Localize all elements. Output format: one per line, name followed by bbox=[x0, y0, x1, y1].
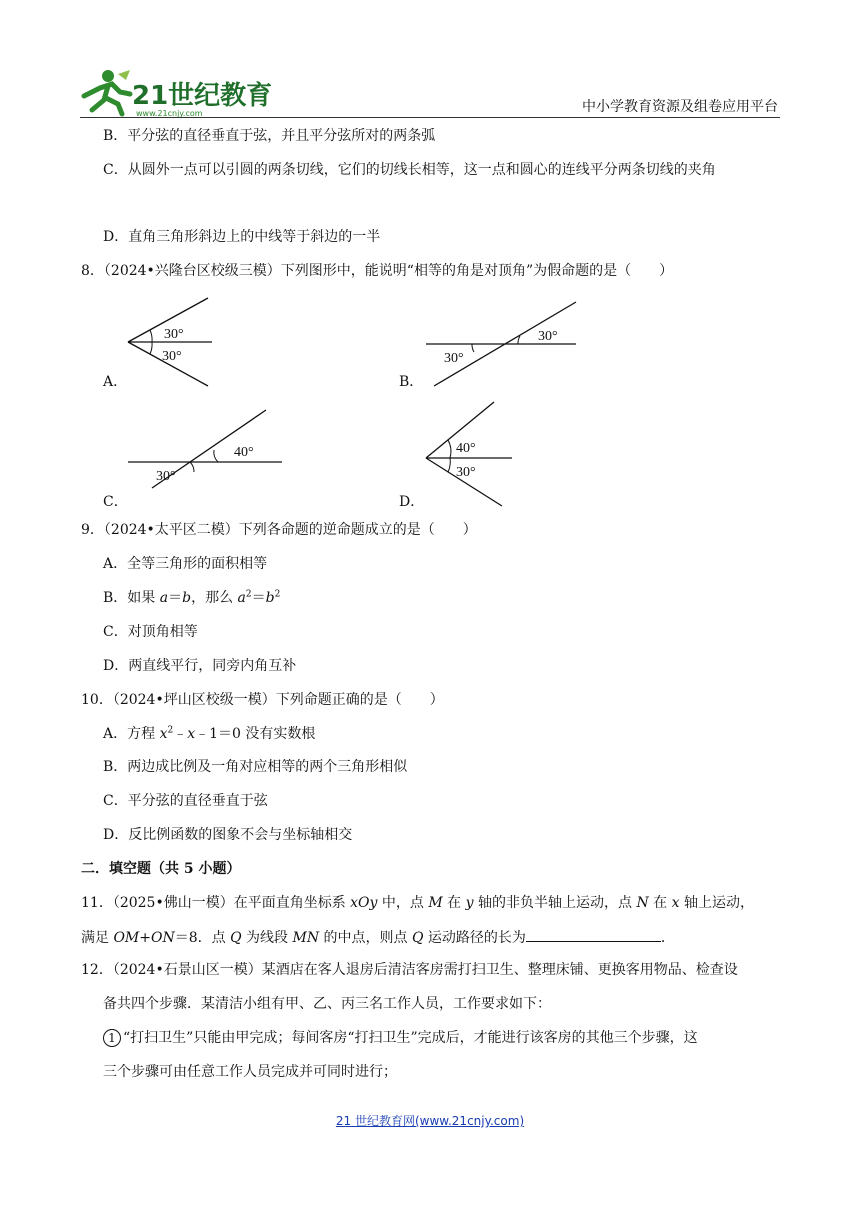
circled-number-1: 1 bbox=[103, 1029, 121, 1047]
q9-option-a: A．全等三角形的面积相等 bbox=[103, 556, 268, 572]
q8-label-d: D． bbox=[399, 494, 425, 510]
q8-label-c: C． bbox=[103, 494, 128, 510]
fig-b-angle-1: 30° bbox=[538, 329, 558, 344]
q10-option-c: C．平分弦的直径垂直于弦 bbox=[103, 793, 268, 809]
q7-option-b: B．平分弦的直径垂直于弦，并且平分弦所对的两条弧 bbox=[103, 128, 436, 144]
q8-figure-a bbox=[120, 294, 220, 390]
logo bbox=[78, 66, 273, 118]
fig-d-angle-1: 40° bbox=[456, 441, 476, 456]
q8-figure-c bbox=[124, 406, 284, 490]
q9-stem: 9．（2024•太平区二模）下列各命题的逆命题成立的是（ ） bbox=[81, 522, 477, 538]
q10-stem: 10．（2024•坪山区校级一模）下列命题正确的是（ ） bbox=[81, 692, 444, 708]
header-divider bbox=[80, 117, 780, 118]
fig-b-angle-2: 30° bbox=[444, 351, 464, 366]
fig-d-angle-2: 30° bbox=[456, 465, 476, 480]
q7-option-c: C．从圆外一点可以引圆的两条切线，它们的切线长相等，这一点和圆心的连线平分两条切线的夹角 bbox=[103, 162, 716, 178]
q8-figure-b bbox=[422, 296, 578, 388]
fig-a-angle-1: 30° bbox=[164, 327, 184, 342]
q12-line-1: 12．（2024•石景山区一模）某酒店在客人退房后清洁客房需打扫卫生、整理床铺、更换客用物品、检查设 bbox=[81, 962, 738, 978]
q9-option-d: D．两直线平行，同旁内角互补 bbox=[103, 658, 297, 674]
fig-c-angle-2: 30° bbox=[156, 469, 176, 484]
q10-option-b: B．两边成比例及一角对应相等的两个三角形相似 bbox=[103, 759, 408, 775]
q9-option-b: B．如果 a＝b，那么 $a^2=b^2$ bbox=[103, 589, 281, 606]
q10-option-a: A．方程 $x^2﹣x﹣1=0$ 没有实数根 bbox=[103, 725, 316, 742]
q9-option-c: C．对顶角相等 bbox=[103, 624, 198, 640]
q11-answer-blank[interactable] bbox=[526, 927, 661, 942]
q10-option-d: D．反比例函数的图象不会与坐标轴相交 bbox=[103, 827, 353, 843]
q8-label-a: A． bbox=[103, 374, 128, 390]
footer-link[interactable]: 21 世纪教育网(www.21cnjy.com) bbox=[335, 1114, 525, 1128]
q12-line-4: 三个步骤可由任意工作人员完成并可同时进行； bbox=[103, 1064, 397, 1080]
svg-text:21世纪教育: 21世纪教育 bbox=[132, 81, 273, 111]
section-fill-in-title: 二．填空题（共 5 小题） bbox=[81, 861, 241, 877]
q12-line-2: 备共四个步骤．某清洁小组有甲、乙、丙三名工作人员，工作要求如下： bbox=[103, 996, 551, 1012]
header-platform-text: 中小学教育资源及组卷应用平台 bbox=[582, 99, 778, 115]
runner-logo-icon bbox=[78, 66, 273, 118]
svg-text:www.21cnjy.com: www.21cnjy.com bbox=[136, 109, 203, 118]
q12-line-3: 1 “打扫卫生”只能由甲完成；每间客房“打扫卫生”完成后，才能进行该客房的其他三个步骤，这 bbox=[103, 1028, 698, 1048]
q11-line-1: 11．（2025•佛山一模）在平面直角坐标系 xOy 中，点 M 在 y 轴的非负半轴上运动，点 N 在 x 轴上运动， bbox=[81, 895, 754, 911]
q8-stem: 8．（2024•兴隆台区校级三模）下列图形中，能说明“相等的角是对顶角”为假命题的是（ ） bbox=[81, 263, 674, 279]
q8-label-b: B． bbox=[399, 374, 424, 390]
q7-option-d: D．直角三角形斜边上的中线等于斜边的一半 bbox=[103, 229, 381, 245]
fig-c-angle-1: 40° bbox=[234, 445, 254, 460]
q8-figure-d bbox=[420, 400, 516, 508]
fig-a-angle-2: 30° bbox=[162, 349, 182, 364]
q11-line-2: 满足 OM+ON＝8．点 Q 为线段 MN 的中点，则点 Q 运动路径的长为 ． bbox=[81, 927, 675, 948]
